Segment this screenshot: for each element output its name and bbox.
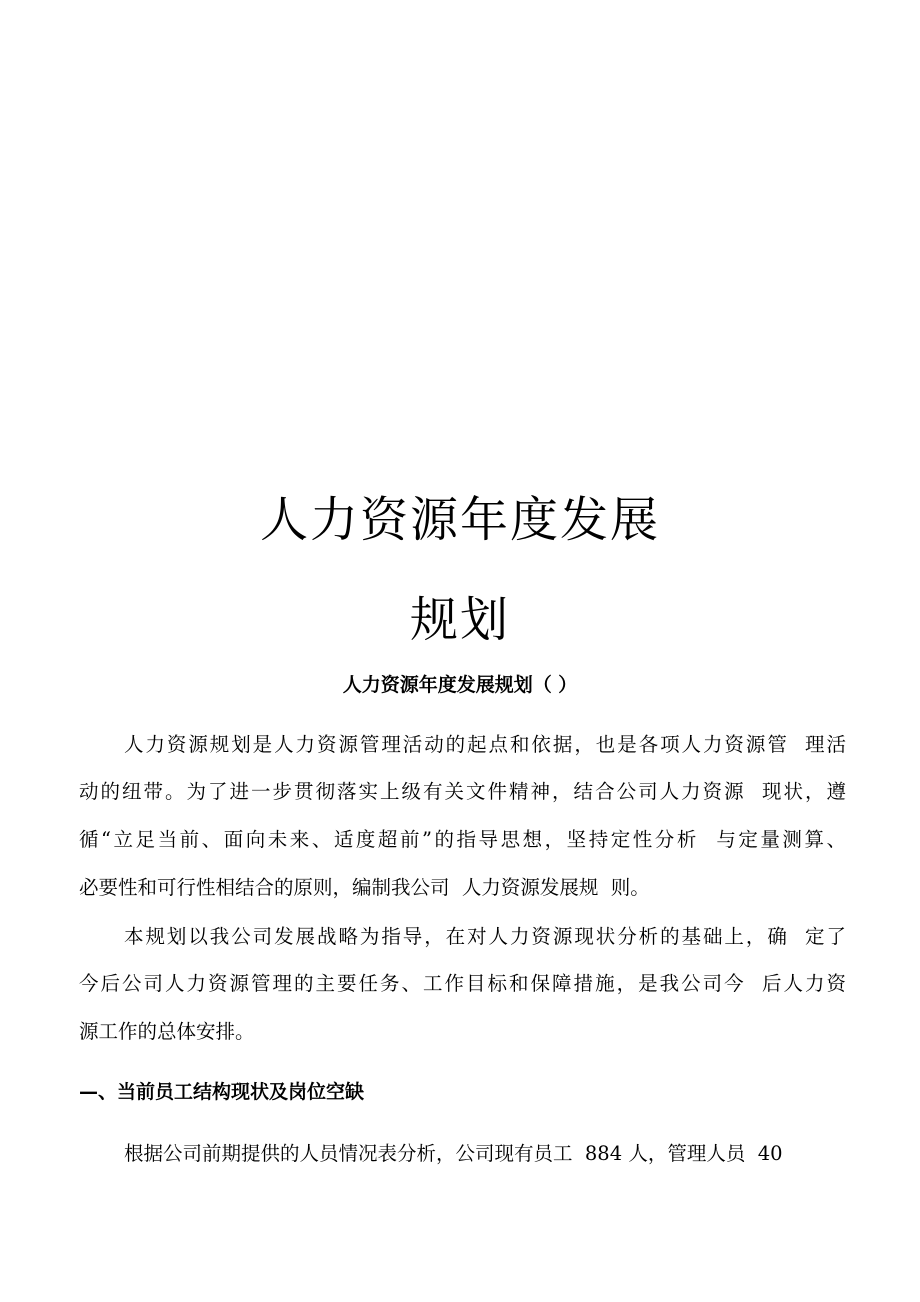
paragraph-1-line-2: 动的纽带。为了进一步贯彻落实上级有关文件精神，结合公司人力资源 现状，遵 (79, 780, 846, 803)
paragraph-1-line-4: 必要性和可行性相结合的原则，编制我公司 人力资源发展规 则。 (79, 876, 650, 899)
section-paragraph-line-1: 根据公司前期提供的人员情况表分析，公司现有员工 884 人，管理人员 40 (124, 1142, 783, 1165)
paragraph-2-line-3: 源工作的总体安排。 (79, 1020, 255, 1043)
paragraph-1-line-1: 人力资源规划是人力资源管理活动的起点和依据，也是各项人力资源管 理活 (124, 733, 846, 756)
paragraph-2-line-2: 今后公司人力资源管理的主要任务、工作目标和保障措施，是我公司今 后人力资 (79, 972, 846, 995)
document-title-line-2: 规划 (409, 592, 510, 648)
document-title-line-1: 人力资源年度发展 (259, 492, 660, 548)
paragraph-1-line-3: 循“立足当前、面向未来、适度超前”的指导思想，坚持定性分析 与定量测算、 (79, 828, 846, 851)
section-heading: —、当前员工结构现状及岗位空缺 (79, 1081, 365, 1103)
document-subtitle: 人力资源年度发展规划（ ） (342, 674, 578, 696)
paragraph-2-line-1: 本规划以我公司发展战略为指导，在对人力资源现状分析的基础上，确 定了 (124, 925, 846, 948)
